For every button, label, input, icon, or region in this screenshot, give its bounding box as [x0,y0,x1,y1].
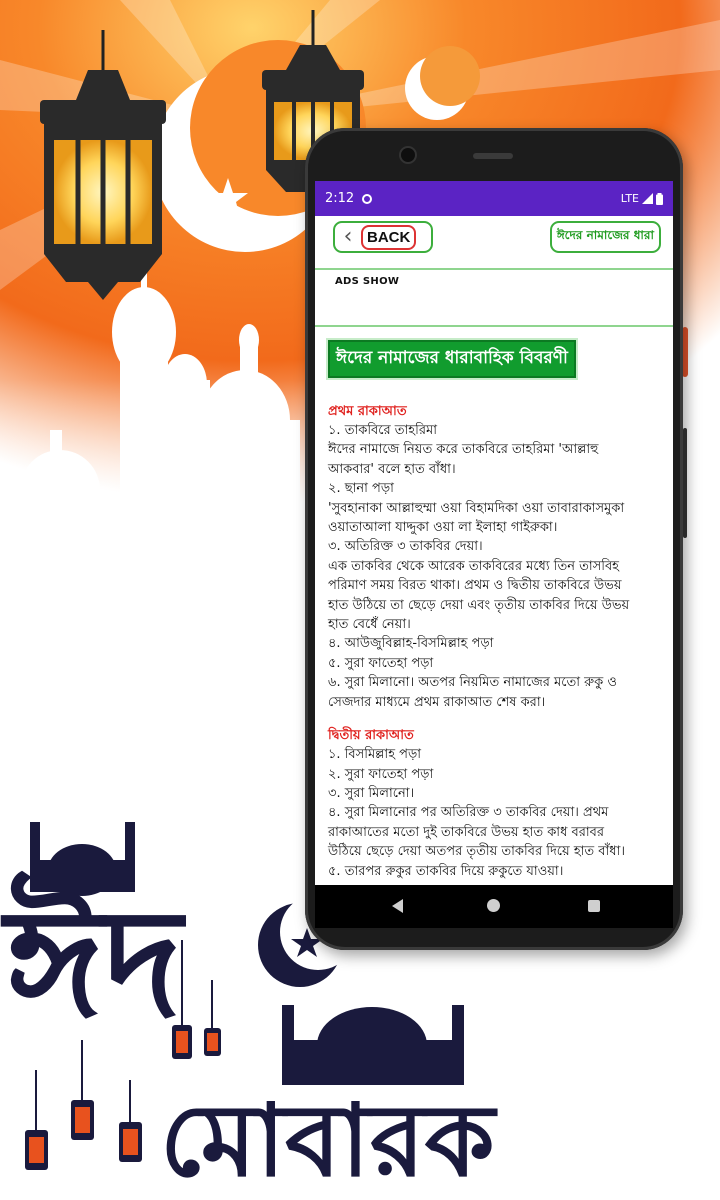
ad-banner[interactable] [315,270,673,327]
nav-home-icon[interactable] [487,899,500,912]
section-line: ৪. আউজুবিল্লাহ-বিসমিল্লাহ পড়া [328,636,494,652]
article-content[interactable] [315,327,673,881]
notification-icon [362,194,372,204]
section-line: উঠিয়ে ছেড়ে দেয়া অতপর তৃতীয় তাকবির দিয়ে হাত বাঁধা। [328,844,626,860]
section-line: ৩. সুরা মিলানো। [328,785,415,801]
earpiece-speaker [473,153,513,159]
section-title: দ্বিতীয় রাকাআত [328,728,414,744]
section-line: ৪. সুরা মিলানোর পর অতিরিক্ত ৩ তাকবির দেয়া। প্রথম [328,805,609,821]
section-title: প্রথম রাকাআত [328,404,407,419]
section-line: ওয়াতাআলা যাদ্দুকা ওয়া লা ইলাহা গাইরুকা। [328,520,558,536]
eid-word: ঈদ [5,877,182,1051]
status-time: 2:12 [325,191,355,206]
signal-icon [642,193,653,204]
section-line: আকবার' বলে হাত বাঁধা। [328,461,456,477]
section-line: ৫. তারপর রুকুর তাকবির দিয়ে রুকুতে যাওয়া। [328,863,564,879]
section-line: পরিমাণ সময় বিরত থাকা। প্রথম ও দ্বিতীয় তাকবিরে উভয় [328,578,622,594]
section-line: ঈদের নামাজে নিয়ত করে তাকবিরে তাহরিমা 'আল্লাহু [328,442,599,458]
section-line: এক তাকবির থেকে আরেক তাকবিরের মধ্যে তিন তাসবিহ [328,558,620,574]
section-line: ২. সুরা ফাতেহা পড়া [328,766,434,782]
section-line: 'সুবহানাকা আল্লাহুম্মা ওয়া বিহামদিকা ওয়া তাবারাকাসমুকা [328,500,625,516]
article-sections [328,402,661,881]
article-heading: ঈদের নামাজের ধারাবাহিক বিবরণী [328,340,576,378]
nav-recent-icon[interactable] [588,900,600,912]
section-line: হাত উঠিয়ে তা ছেড়ে দেয়া এবং তৃতীয় তাকবির দিয়ে উভয় [328,597,630,613]
back-button-label: BACK [361,225,416,250]
app-toolbar [315,216,673,270]
mubarak-word: মোবারক [160,1082,495,1199]
section-line: ১. বিসমিল্লাহ পড়া [328,747,422,763]
section-line: ৫. সুরা ফাতেহা পড়া [328,655,434,671]
system-nav-bar [315,885,673,928]
phone-screen [315,181,673,885]
phone-frame [305,128,683,950]
status-bar [315,181,673,216]
ads-label: ADS SHOW [335,276,400,287]
section-line: ২. ছানা পড়া [328,481,394,497]
page-title-button[interactable]: ঈদের নামাজের ধারা [550,221,661,253]
nav-back-icon[interactable] [392,899,403,913]
section-line: সেজদার মাধ্যমে প্রথম রাকাআত শেষ করা। [328,694,546,710]
front-camera [401,148,415,162]
battery-icon [656,193,663,205]
section-line: ৩. অতিরিক্ত ৩ তাকবির দেয়া। [328,539,483,555]
back-button[interactable] [333,221,433,253]
section-line: ৬. সুরা মিলানো। অতপর নিয়মিত নামাজের মতো রুকু ও [328,675,617,691]
section-line: হাত বেধেঁ নেয়া। [328,617,411,633]
section-line: রাকাআতের মতো দুই তাকবিরে উভয় হাত কাধ বরাবর [328,824,605,840]
section-line: ১. তাকবিরে তাহরিমা [328,423,437,438]
volume-button [683,428,687,538]
network-label: LTE [620,192,639,205]
chevron-left-icon: ‹ [343,224,353,249]
